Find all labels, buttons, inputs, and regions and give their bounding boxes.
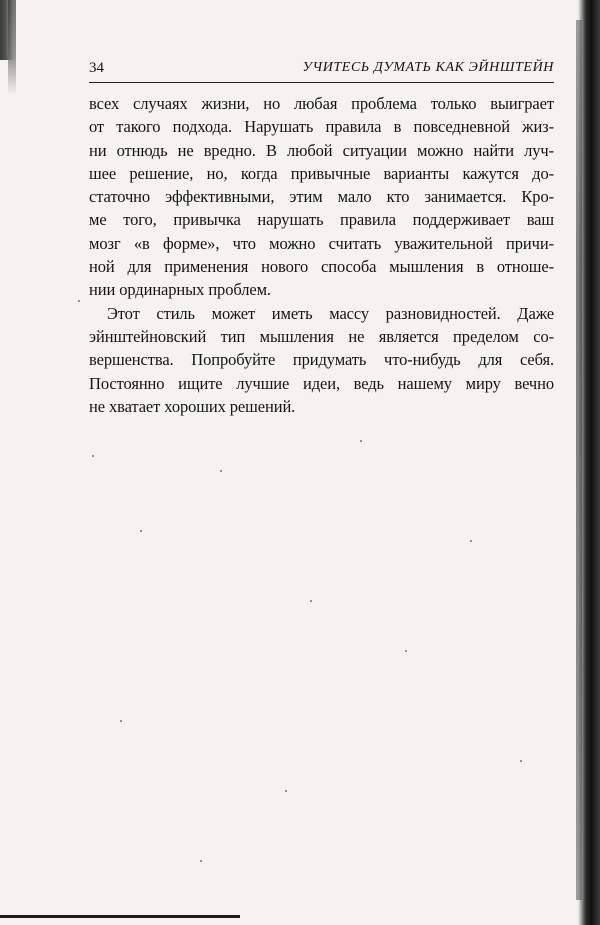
text-line: шее решение, но, когда привычные варианты кажутся до- <box>89 163 554 183</box>
text-line: статочно эффективными, этим мало кто занимается. Кро- <box>89 187 554 207</box>
text-line: всех случаях жизни, но любая проблема только выиграет <box>89 94 554 113</box>
text-line: мозг «в форме», что можно считать уважительной причи- <box>89 233 554 253</box>
speck <box>120 720 122 722</box>
speck <box>92 455 94 457</box>
speck <box>310 600 312 602</box>
text-line: эйнштейновский тип мышления не является пределом со- <box>89 326 554 346</box>
speck <box>140 530 142 532</box>
speck <box>200 860 202 862</box>
page-header <box>89 60 554 83</box>
text-line: от такого подхода. Нарушать правила в повседневной жиз- <box>89 117 554 137</box>
speck <box>360 440 362 442</box>
speck <box>520 760 522 762</box>
text-line: не хватает хороших решений. <box>89 396 296 416</box>
scan-bottom-mark <box>0 915 240 918</box>
text-line: ме того, привычка нарушать правила поддерживает ваш <box>89 210 554 230</box>
speck <box>78 300 80 302</box>
speck <box>405 650 407 652</box>
paragraph-2 <box>89 302 554 418</box>
body-text <box>89 92 554 418</box>
speck <box>470 540 472 542</box>
text-line: нии ординарных проблем. <box>89 280 271 300</box>
text-line: ной для применения нового способа мышления в отноше- <box>89 257 554 277</box>
running-title: УЧИТЕСЬ ДУМАТЬ КАК ЭЙНШТЕЙН <box>302 60 554 75</box>
text-line: Этот стиль может иметь массу разновидностей. Даже <box>107 303 554 323</box>
text-line: вершенства. Попробуйте придумать что-нибудь для себя. <box>89 350 554 370</box>
speck <box>285 790 287 792</box>
paragraph-1 <box>89 92 554 302</box>
scan-shadow-right-streak <box>576 20 582 900</box>
page-number: 34 <box>89 60 104 76</box>
speck <box>220 470 222 472</box>
scan-shadow-left-streak <box>8 0 16 95</box>
text-line: ни отнюдь не вредно. В любой ситуации можно найти луч- <box>89 140 554 160</box>
text-line: Постоянно ищите лучшие идеи, ведь нашему миру вечно <box>89 373 554 393</box>
